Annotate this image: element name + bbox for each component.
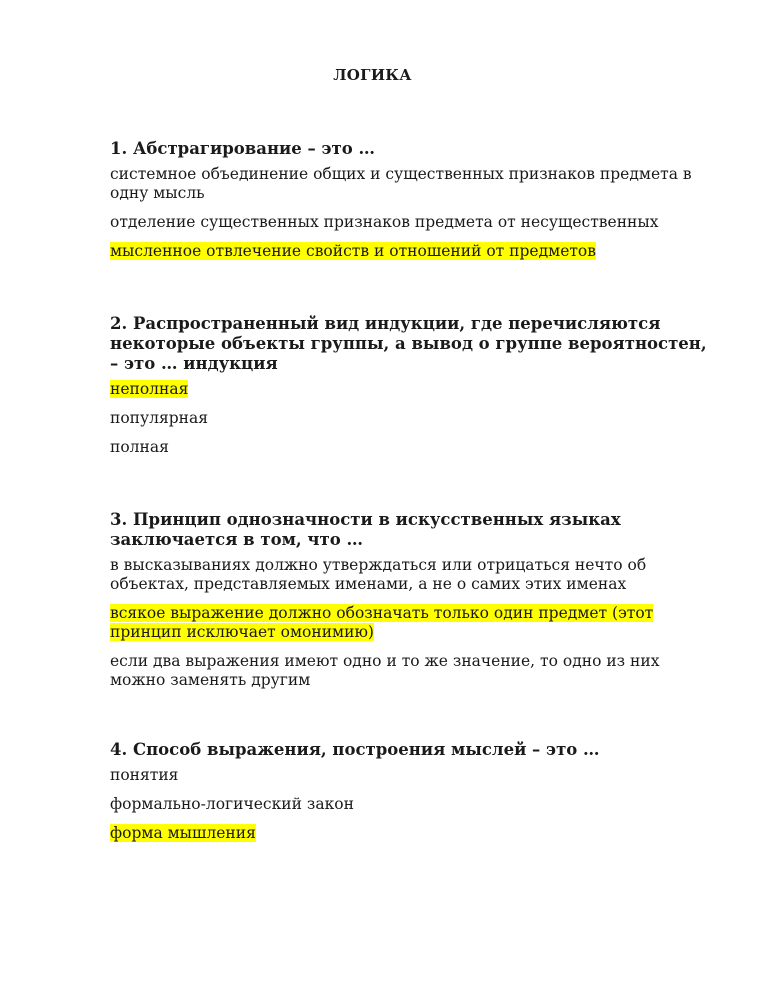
document-title: ЛОГИКА: [333, 66, 412, 84]
question-text: 4. Способ выражения, построения мыслей – это …: [110, 740, 600, 759]
answer-option: [110, 556, 710, 594]
answer-text: понятия: [110, 766, 179, 784]
answer-text: в высказываниях должно утверждаться или отрицаться нечто об объектах, представляемых именами, а не о самих этих именах: [110, 556, 647, 593]
answer-text-highlighted: всякое выражение должно обозначать только один предмет (этот принцип исключает омонимию): [110, 604, 654, 641]
answer-text: полная: [110, 438, 169, 456]
answer-text: популярная: [110, 409, 209, 427]
answer-text-highlighted: мысленное отвлечение свойств и отношений от предметов: [110, 242, 596, 260]
answer-option: [110, 652, 710, 690]
answer-option: [110, 438, 710, 457]
question-2: [110, 314, 710, 467]
answer-option-correct: [110, 824, 710, 843]
answer-option: [110, 213, 710, 232]
answer-text: если два выражения имеют одно и то же значение, то одно из них можно заменять другим: [110, 652, 660, 689]
answer-text: формально-логический закон: [110, 795, 354, 813]
answer-option-correct: [110, 380, 710, 399]
question-text: 2. Распространенный вид индукции, где перечисляются некоторые объекты группы, а вывод о группе вероятностен, – это … индукция: [110, 314, 707, 373]
question-text: 3. Принцип однозначности в искусственных языках заключается в том, что …: [110, 510, 621, 549]
answer-option: [110, 409, 710, 428]
answer-option-correct: [110, 604, 710, 642]
answer-option: [110, 795, 710, 814]
question-4: [110, 740, 710, 853]
answer-option-correct: [110, 242, 710, 261]
answer-text: системное объединение общих и существенных признаков предмета в одну мысль: [110, 165, 692, 202]
answer-text-highlighted: неполная: [110, 380, 189, 398]
answer-option: [110, 165, 710, 203]
question-3: [110, 510, 710, 700]
answer-option: [110, 766, 710, 785]
answer-text-highlighted: форма мышления: [110, 824, 256, 842]
question-1: [110, 139, 710, 271]
question-text: 1. Абстрагирование – это …: [110, 139, 376, 158]
answer-text: отделение существенных признаков предмета от несущественных: [110, 213, 659, 231]
